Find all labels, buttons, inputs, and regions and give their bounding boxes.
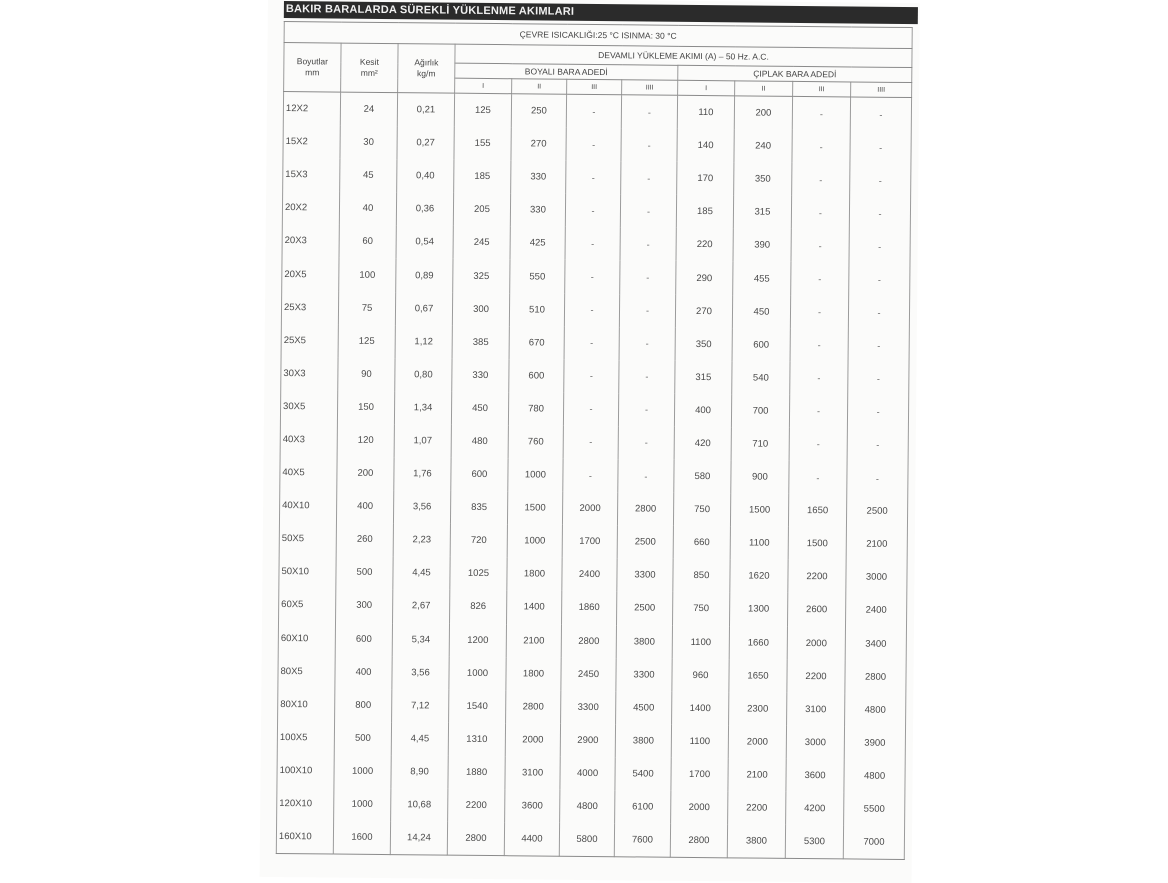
current-cell: 330 — [510, 193, 565, 227]
weight-cell: 1,12 — [395, 325, 452, 359]
current-cell: 3800 — [615, 724, 671, 758]
column-section: Kesit mm² — [341, 43, 398, 93]
current-cell: - — [847, 428, 908, 462]
dimension-cell: 60X10 — [278, 622, 335, 656]
section-cell: 45 — [340, 159, 397, 193]
current-cell: 170 — [677, 162, 734, 196]
current-cell: - — [564, 326, 619, 360]
current-cell: 1000 — [507, 524, 562, 558]
current-cell: 2300 — [729, 692, 787, 726]
current-cell: - — [850, 164, 911, 198]
dimension-cell: 40X5 — [280, 456, 337, 490]
current-cell: - — [619, 327, 675, 361]
current-cell: 1700 — [671, 758, 728, 792]
current-cell: 205 — [453, 193, 510, 227]
current-cell: 3300 — [617, 559, 673, 593]
current-cell: 7600 — [614, 823, 670, 857]
current-cell: 835 — [450, 491, 507, 525]
current-cell: 2100 — [846, 528, 907, 562]
section-cell: 24 — [340, 92, 397, 126]
current-cell: 1025 — [450, 557, 507, 591]
current-cell: 1650 — [788, 494, 846, 528]
bar-count-label: IIII — [622, 80, 678, 96]
bar-count-label: I — [678, 80, 735, 96]
current-cell: 1000 — [449, 656, 506, 690]
current-cell: 3800 — [616, 625, 672, 659]
current-cell: 960 — [672, 658, 729, 692]
current-cell: 750 — [673, 493, 730, 527]
weight-cell: 0,54 — [396, 225, 453, 259]
current-cell: 350 — [675, 327, 732, 361]
current-cell: 4800 — [560, 790, 615, 824]
section-cell: 1600 — [333, 821, 390, 855]
current-cell: 2100 — [728, 758, 786, 792]
section-cell: 500 — [334, 721, 391, 755]
current-cell: 2100 — [506, 624, 561, 658]
current-cell: 3000 — [786, 726, 844, 760]
current-cell: 1500 — [730, 493, 788, 527]
section-cell: 500 — [336, 556, 393, 590]
dimension-cell: 15X3 — [283, 158, 340, 192]
current-cell: 2500 — [846, 495, 907, 529]
current-cell: - — [849, 263, 910, 297]
current-cell: 1300 — [729, 593, 787, 627]
current-cell: 4800 — [844, 759, 905, 793]
current-cell: 1000 — [508, 458, 563, 492]
current-cell: 4500 — [616, 691, 672, 725]
weight-cell: 0,27 — [397, 126, 454, 160]
weight-cell: 2,67 — [393, 590, 450, 624]
ambient-conditions: ÇEVRE ISICAKLIĞI:25 °C ISINMA: 30 °C — [284, 22, 912, 49]
dimension-cell: 12X2 — [283, 92, 340, 126]
table-row — [276, 820, 904, 860]
document-page — [260, 0, 920, 883]
current-cell: 2200 — [788, 560, 846, 594]
current-cell: 2800 — [617, 492, 673, 526]
current-cell: 1100 — [730, 527, 788, 561]
current-cell: 2500 — [617, 525, 673, 559]
current-cell: 3100 — [505, 756, 560, 790]
bar-count-label: II — [512, 79, 567, 95]
weight-cell: 14,24 — [390, 821, 447, 855]
current-cell: 750 — [673, 592, 730, 626]
section-cell: 90 — [338, 357, 395, 391]
current-cell: - — [564, 293, 619, 327]
section-cell: 30 — [340, 126, 397, 160]
current-cell: 1620 — [730, 560, 788, 594]
weight-cell: 1,76 — [394, 457, 451, 491]
section-cell: 75 — [338, 291, 395, 325]
current-cell: - — [847, 461, 908, 495]
dimension-cell: 40X10 — [279, 489, 336, 523]
weight-cell: 1,34 — [394, 391, 451, 425]
weight-cell: 5,34 — [392, 623, 449, 657]
load-current-header: DEVAMLI YÜKLEME AKIMI (A) – 50 Hz. A.C. — [455, 44, 912, 67]
document-title: BAKIR BARALARDA SÜREKLİ YÜKLENME AKIMLARI — [285, 3, 575, 18]
current-cell: - — [566, 94, 621, 128]
section-cell: 300 — [336, 589, 393, 623]
current-cell: - — [621, 95, 677, 129]
section-cell: 1000 — [334, 754, 391, 788]
current-cell: 3600 — [786, 759, 844, 793]
current-cell: 600 — [509, 359, 564, 393]
weight-cell: 2,23 — [393, 523, 450, 557]
current-cell: 2400 — [562, 558, 617, 592]
current-cell: - — [790, 295, 848, 329]
current-cell: 325 — [453, 259, 510, 293]
current-cell: - — [850, 97, 911, 131]
current-cell: 250 — [511, 94, 566, 128]
weight-cell: 0,36 — [396, 192, 453, 226]
bar-count-label: III — [567, 79, 622, 95]
current-cell: 455 — [733, 262, 791, 296]
current-cell: 2450 — [561, 657, 616, 691]
painted-bar-count-header: BOYALI BARA ADEDİ — [455, 63, 678, 80]
current-cell: 1100 — [671, 725, 728, 759]
bar-count-label: II — [735, 81, 793, 97]
weight-cell: 3,56 — [392, 656, 449, 690]
current-cell: 600 — [451, 458, 508, 492]
current-cell: 2800 — [670, 824, 727, 858]
dimension-cell: 15X2 — [283, 125, 340, 159]
column-dimensions: Boyutlar mm — [284, 43, 341, 93]
current-cell: 290 — [676, 261, 733, 295]
current-rating-table — [276, 21, 913, 860]
dimension-cell: 50X10 — [279, 555, 336, 589]
current-cell: 5500 — [844, 792, 905, 826]
current-cell: - — [563, 426, 618, 460]
current-cell: 240 — [734, 129, 792, 163]
current-cell: 1880 — [448, 756, 505, 790]
current-cell: 850 — [673, 559, 730, 593]
current-cell: 2400 — [845, 594, 906, 628]
weight-cell: 0,89 — [396, 259, 453, 293]
current-cell: 2600 — [787, 593, 845, 627]
current-cell: 5400 — [615, 757, 671, 791]
dimension-cell: 40X3 — [280, 423, 337, 457]
current-cell: 1400 — [672, 691, 729, 725]
current-cell: 245 — [453, 226, 510, 260]
current-cell: - — [848, 362, 909, 396]
current-cell: 710 — [731, 427, 789, 461]
section-cell: 125 — [338, 324, 395, 358]
weight-cell: 8,90 — [391, 755, 448, 789]
current-cell: 140 — [677, 129, 734, 163]
current-cell: - — [566, 161, 621, 195]
section-cell: 400 — [335, 655, 392, 689]
current-cell: - — [847, 395, 908, 429]
current-cell: - — [849, 197, 910, 231]
current-cell: 2000 — [671, 791, 728, 825]
current-cell: 185 — [676, 195, 733, 229]
weight-cell: 4,45 — [391, 722, 448, 756]
current-cell: 3100 — [787, 693, 845, 727]
current-cell: 400 — [674, 394, 731, 428]
current-cell: 5800 — [559, 823, 614, 857]
current-cell: 480 — [451, 425, 508, 459]
dimension-cell: 20X5 — [282, 257, 339, 291]
current-cell: 220 — [676, 228, 733, 262]
weight-cell: 1,07 — [394, 424, 451, 458]
current-cell: 1500 — [507, 491, 562, 525]
current-cell: - — [566, 128, 621, 162]
current-cell: 5300 — [785, 825, 843, 859]
current-cell: 3800 — [727, 824, 785, 858]
current-cell: 450 — [451, 391, 508, 425]
current-cell: 900 — [731, 460, 789, 494]
current-cell: 2900 — [560, 723, 615, 757]
current-cell: - — [789, 461, 847, 495]
current-cell: 330 — [452, 358, 509, 392]
current-cell: - — [564, 359, 619, 393]
current-cell: - — [789, 395, 847, 429]
current-cell: - — [791, 196, 849, 230]
dimension-cell: 30X5 — [280, 390, 337, 424]
current-cell: 1660 — [729, 626, 787, 660]
current-cell: 7000 — [843, 825, 904, 859]
current-cell: 3400 — [845, 627, 906, 661]
current-cell: - — [848, 296, 909, 330]
current-cell: 1400 — [507, 591, 562, 625]
current-cell: 2500 — [617, 592, 673, 626]
weight-cell: 3,56 — [393, 490, 450, 524]
current-cell: - — [792, 130, 850, 164]
current-cell: 3300 — [561, 690, 616, 724]
current-cell: 4200 — [786, 792, 844, 826]
current-cell: 390 — [733, 229, 791, 263]
current-cell: - — [792, 163, 850, 197]
dimension-cell: 50X5 — [279, 522, 336, 556]
bar-count-label: III — [793, 81, 851, 97]
current-cell: - — [789, 428, 847, 462]
current-cell: - — [850, 131, 911, 165]
current-cell: - — [618, 393, 674, 427]
current-cell: 660 — [673, 526, 730, 560]
current-cell: - — [618, 426, 674, 460]
current-cell: 1200 — [449, 623, 506, 657]
current-cell: 760 — [508, 425, 563, 459]
current-cell: 155 — [454, 127, 511, 161]
current-cell: 2200 — [448, 789, 505, 823]
section-cell: 800 — [335, 688, 392, 722]
current-cell: 200 — [734, 96, 792, 130]
current-cell: 185 — [454, 160, 511, 194]
current-cell: - — [563, 393, 618, 427]
current-cell: - — [791, 262, 849, 296]
section-cell: 150 — [337, 390, 394, 424]
current-cell: 385 — [452, 325, 509, 359]
current-cell: 3300 — [616, 658, 672, 692]
section-cell: 600 — [335, 622, 392, 656]
current-cell: 2000 — [505, 723, 560, 757]
current-cell: 1100 — [672, 625, 729, 659]
current-cell: 1860 — [562, 591, 617, 625]
dimension-cell: 30X3 — [281, 357, 338, 391]
current-cell: - — [790, 329, 848, 363]
weight-cell: 0,80 — [395, 358, 452, 392]
current-cell: 2000 — [728, 725, 786, 759]
current-cell: 780 — [508, 392, 563, 426]
dimension-cell: 25X5 — [281, 324, 338, 358]
current-cell: 700 — [731, 394, 789, 428]
current-cell: - — [563, 459, 618, 493]
current-cell: 4000 — [560, 757, 615, 791]
dimension-cell: 100X10 — [277, 754, 334, 788]
section-cell: 1000 — [334, 788, 391, 822]
current-cell: 330 — [511, 160, 566, 194]
table-header — [284, 22, 913, 98]
section-cell: 260 — [336, 523, 393, 557]
current-cell: 2200 — [728, 791, 786, 825]
current-cell: 3000 — [846, 561, 907, 595]
current-cell: - — [620, 228, 676, 262]
current-cell: 1540 — [449, 689, 506, 723]
current-cell: 1310 — [448, 722, 505, 756]
section-cell: 100 — [339, 258, 396, 292]
bar-count-label: IIII — [851, 82, 912, 98]
current-cell: 510 — [509, 293, 564, 327]
section-cell: 400 — [336, 490, 393, 524]
current-cell: 270 — [675, 294, 732, 328]
dimension-cell: 20X3 — [282, 224, 339, 258]
current-cell: 1500 — [788, 527, 846, 561]
section-cell: 40 — [339, 192, 396, 226]
current-cell: - — [621, 128, 677, 162]
current-cell: 720 — [450, 524, 507, 558]
current-cell: 3900 — [844, 726, 905, 760]
current-cell: - — [565, 260, 620, 294]
current-cell: 2000 — [787, 626, 845, 660]
current-cell: - — [620, 195, 676, 229]
current-cell: 4800 — [845, 693, 906, 727]
current-cell: 600 — [732, 328, 790, 362]
weight-cell: 0,40 — [397, 159, 454, 193]
column-weight: Ağırlık kg/m — [398, 44, 455, 94]
current-cell: 826 — [450, 590, 507, 624]
current-cell: - — [565, 194, 620, 228]
document-title-bar — [284, 1, 918, 24]
current-cell: 1800 — [507, 558, 562, 592]
current-cell: 2800 — [447, 822, 504, 856]
dimension-cell: 80X5 — [278, 655, 335, 689]
section-cell: 60 — [339, 225, 396, 259]
current-cell: 315 — [733, 196, 791, 230]
current-cell: - — [618, 459, 674, 493]
current-cell: 420 — [674, 427, 731, 461]
current-cell: 4400 — [504, 822, 559, 856]
current-cell: 3600 — [505, 789, 560, 823]
current-cell: 110 — [677, 95, 734, 129]
current-cell: 425 — [510, 227, 565, 261]
current-cell: - — [565, 227, 620, 261]
weight-cell: 0,67 — [395, 292, 452, 326]
current-cell: - — [790, 362, 848, 396]
current-cell: 6100 — [615, 790, 671, 824]
current-cell: - — [621, 161, 677, 195]
current-cell: 2000 — [562, 492, 617, 526]
section-cell: 200 — [337, 457, 394, 491]
dimension-cell: 60X5 — [279, 588, 336, 622]
bare-bar-count-header: ÇIPLAK BARA ADEDİ — [678, 65, 912, 82]
current-cell: 1800 — [506, 657, 561, 691]
current-cell: 315 — [675, 361, 732, 395]
bar-count-label: I — [455, 78, 512, 94]
current-cell: - — [848, 329, 909, 363]
current-cell: - — [620, 261, 676, 295]
current-cell: 2800 — [506, 690, 561, 724]
current-cell: 2800 — [561, 624, 616, 658]
weight-cell: 7,12 — [392, 689, 449, 723]
current-cell: 1700 — [562, 525, 617, 559]
current-cell: 125 — [454, 93, 511, 127]
current-cell: 270 — [511, 127, 566, 161]
weight-cell: 4,45 — [393, 556, 450, 590]
current-cell: 2200 — [787, 659, 845, 693]
current-cell: 300 — [452, 292, 509, 326]
dimension-cell: 160X10 — [276, 820, 333, 854]
dimension-cell: 25X3 — [281, 291, 338, 325]
current-cell: - — [791, 229, 849, 263]
dimension-cell: 100X5 — [277, 721, 334, 755]
current-cell: - — [619, 294, 675, 328]
dimension-cell: 120X10 — [277, 787, 334, 821]
current-cell: 540 — [732, 361, 790, 395]
current-cell: 670 — [509, 326, 564, 360]
table-body — [276, 92, 911, 860]
current-cell: 550 — [510, 260, 565, 294]
current-cell: - — [619, 360, 675, 394]
current-cell: 2800 — [845, 660, 906, 694]
current-cell: - — [849, 230, 910, 264]
weight-cell: 0,21 — [397, 93, 454, 127]
current-cell: 350 — [734, 163, 792, 197]
dimension-cell: 80X10 — [278, 688, 335, 722]
current-cell: - — [792, 96, 850, 130]
current-cell: 580 — [674, 460, 731, 494]
weight-cell: 10,68 — [391, 788, 448, 822]
current-cell: 450 — [732, 295, 790, 329]
dimension-cell: 20X2 — [282, 191, 339, 225]
current-cell: 1650 — [729, 659, 787, 693]
section-cell: 120 — [337, 423, 394, 457]
